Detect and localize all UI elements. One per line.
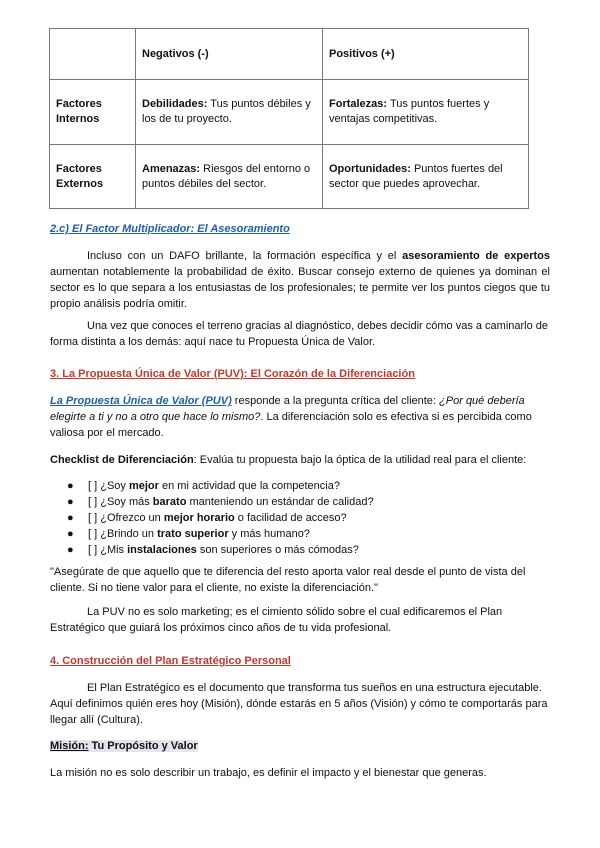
paragraph-asesoramiento: Incluso con un DAFO brillante, la formación específica y el asesoramiento de expertos aumentan notablemente la probabilidad de éxito. Buscar consejo externo de quienes ya dominan el sector es lo que separa a los entusiastas de los profesionales; te permite ver los puntos ciegos que tu propio análisis podría omitir. xyxy=(50,250,551,310)
paragraph-plan: El Plan Estratégico es el documento que transforma tus sueños en una estructura ejecutable. Aquí definimos quién eres hoy (Misión), dónde estarás en 5 años (Visión) y cómo te comportarás para llegar allí (Cultura). xyxy=(50,682,548,726)
positivos-header: Positivos (+) xyxy=(323,29,529,80)
debilidades-cell: Debilidades: Tus puntos débiles y los de tu proyecto. xyxy=(136,80,323,145)
bullet-icon: ● xyxy=(67,544,74,556)
list-item: ● [ ] ¿Ofrezco un mejor horario o facilidad de acceso? xyxy=(67,512,347,524)
negativos-header: Negativos (-) xyxy=(136,29,323,80)
table-row-internos xyxy=(50,80,529,145)
dafo-table xyxy=(49,28,529,209)
list-item: ● [ ] ¿Soy más barato manteniendo un estándar de calidad? xyxy=(67,496,374,508)
list-item: ● [ ] ¿Mis instalaciones son superiores o más cómodas? xyxy=(67,544,359,556)
heading-2c: 2.c) El Factor Multiplicador: El Asesoramiento xyxy=(50,223,290,235)
list-item: ● [ ] ¿Soy mejor en mi actividad que la competencia? xyxy=(67,480,340,492)
heading-4: 4. Construcción del Plan Estratégico Personal xyxy=(50,655,291,667)
paragraph-puv-closing: La PUV no es solo marketing; es el cimiento sólido sobre el cual edificaremos el Plan Estratégico que guiará los próximos cinco años de tu vida profesional. xyxy=(50,606,503,634)
bullet-icon: ● xyxy=(67,496,74,508)
fortalezas-cell: Fortalezas: Tus puntos fuertes y ventajas competitivas. xyxy=(323,80,529,145)
table-corner-cell xyxy=(50,29,136,80)
table-header-row xyxy=(50,29,529,80)
checklist xyxy=(50,478,550,558)
row-label-externos: Factores Externos xyxy=(50,145,136,209)
bullet-icon: ● xyxy=(67,528,74,540)
heading-3: 3. La Propuesta Única de Valor (PUV): El Corazón de la Diferenciación xyxy=(50,368,415,380)
quote-paragraph: "Asegúrate de que aquello que te diferencia del resto aporta valor real desde el punto de vista del cliente. Si no tiene valor para el cliente, no existe la diferenciación." xyxy=(50,566,526,594)
bullet-icon: ● xyxy=(67,480,74,492)
paragraph-puv-intro: La Propuesta Única de Valor (PUV) responde a la pregunta crítica del cliente: ¿Por qué debería elegirte a ti y no a otro que hace lo mismo?. La diferenciación solo es efectiva si es percibida como valiosa por el mercado. xyxy=(50,395,532,439)
puv-link[interactable]: La Propuesta Única de Valor (PUV) xyxy=(50,395,232,407)
oportunidades-cell: Oportunidades: Puntos fuertes del sector que puedes aprovechar. xyxy=(323,145,529,209)
amenazas-cell: Amenazas: Riesgos del entorno o puntos débiles del sector. xyxy=(136,145,323,209)
checklist-intro: Checklist de Diferenciación: Evalúa tu propuesta bajo la óptica de la utilidad real para el cliente: xyxy=(50,454,527,466)
row-label-internos: Factores Internos xyxy=(50,80,136,145)
table-row-externos xyxy=(50,145,529,209)
paragraph-mision: La misión no es solo describir un trabajo, es definir el impacto y el bienestar que generas. xyxy=(50,767,487,779)
bullet-icon: ● xyxy=(67,512,74,524)
list-item: ● [ ] ¿Brindo un trato superior y más humano? xyxy=(67,528,310,540)
mision-heading: Misión: Tu Propósito y Valor xyxy=(50,740,198,752)
paragraph-transition: Una vez que conoces el terreno gracias al diagnóstico, debes decidir cómo vas a caminarlo de forma distinta a los demás: aquí nace tu Propuesta Única de Valor. xyxy=(50,320,549,348)
